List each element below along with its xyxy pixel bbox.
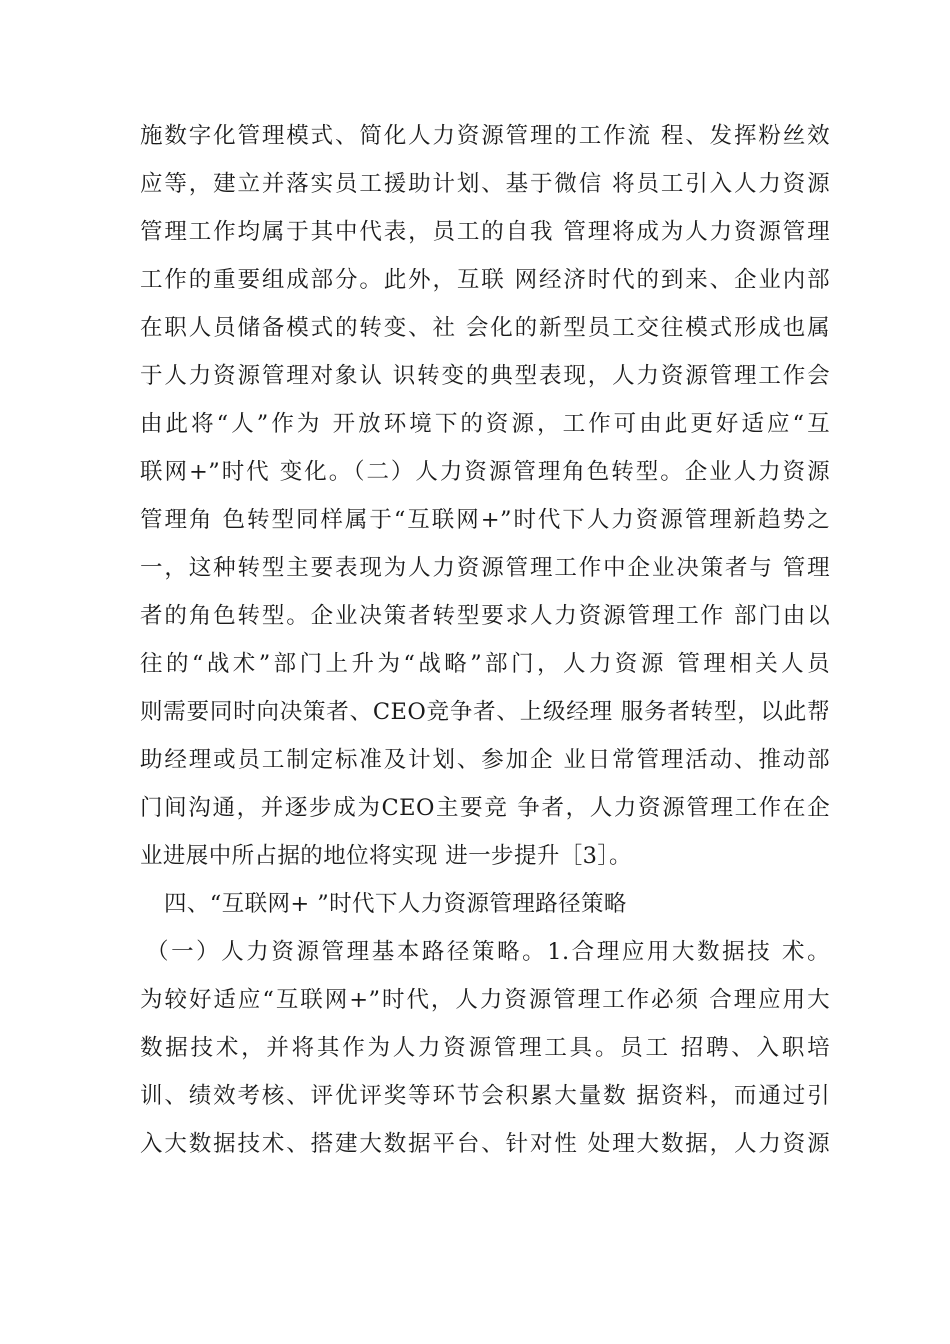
section-line: （一）人力资源管理基本路径策略。1.合理应用大数据技 术。 — [146, 939, 830, 965]
section-line: 数据技术，并将其作为人力资源管理工具。员工 招聘、入职培 — [140, 1035, 830, 1061]
body-line: 门间沟通，并逐步成为CEO主要竞 争者，人力资源管理工作在企 — [140, 795, 830, 821]
body-line: 管理工作均属于其中代表，员工的自我 管理将成为人力资源管理 — [140, 219, 830, 245]
body-line: 由此将“人”作为 开放环境下的资源，工作可由此更好适应“互 — [140, 411, 830, 437]
body-line: 业进展中所占据的地位将实现 进一步提升［3］。 — [140, 843, 632, 869]
body-line: 联网+”时代 变化。（二）人力资源管理角色转型。企业人力资源 — [140, 459, 830, 485]
body-line: 则需要同时向决策者、CEO竞争者、上级经理 服务者转型，以此帮 — [140, 699, 830, 725]
section-line: 训、绩效考核、评优评奖等环节会积累大量数 据资料，而通过引 — [140, 1083, 830, 1109]
body-line: 应等，建立并落实员工援助计划、基于微信 将员工引入人力资源 — [140, 171, 830, 197]
body-line: 往的“战术”部门上升为“战略”部门，人力资源 管理相关人员 — [140, 651, 830, 677]
body-line: 者的角色转型。企业决策者转型要求人力资源管理工作 部门由以 — [140, 603, 830, 629]
section-line: 入大数据技术、搭建大数据平台、针对性 处理大数据，人力资源 — [140, 1131, 830, 1157]
body-line: 在职人员储备模式的转变、社 会化的新型员工交往模式形成也属 — [140, 315, 830, 341]
body-line: 管理角 色转型同样属于“互联网+”时代下人力资源管理新趋势之 — [140, 507, 830, 533]
body-line: 一，这种转型主要表现为人力资源管理工作中企业决策者与 管理 — [140, 555, 830, 581]
body-line: 于人力资源管理对象认 识转变的典型表现，人力资源管理工作会 — [140, 363, 830, 389]
body-line: 助经理或员工制定标准及计划、参加企 业日常管理活动、推动部 — [140, 747, 830, 773]
body-line: 施数字化管理模式、简化人力资源管理的工作流 程、发挥粉丝效 — [140, 123, 830, 149]
section-line: 为较好适应“互联网+”时代，人力资源管理工作必须 合理应用大 — [140, 987, 830, 1013]
body-line: 工作的重要组成部分。此外，互联 网经济时代的到来、企业内部 — [140, 267, 830, 293]
section-heading: 四、“互联网+ ”时代下人力资源管理路径策略 — [164, 891, 627, 917]
